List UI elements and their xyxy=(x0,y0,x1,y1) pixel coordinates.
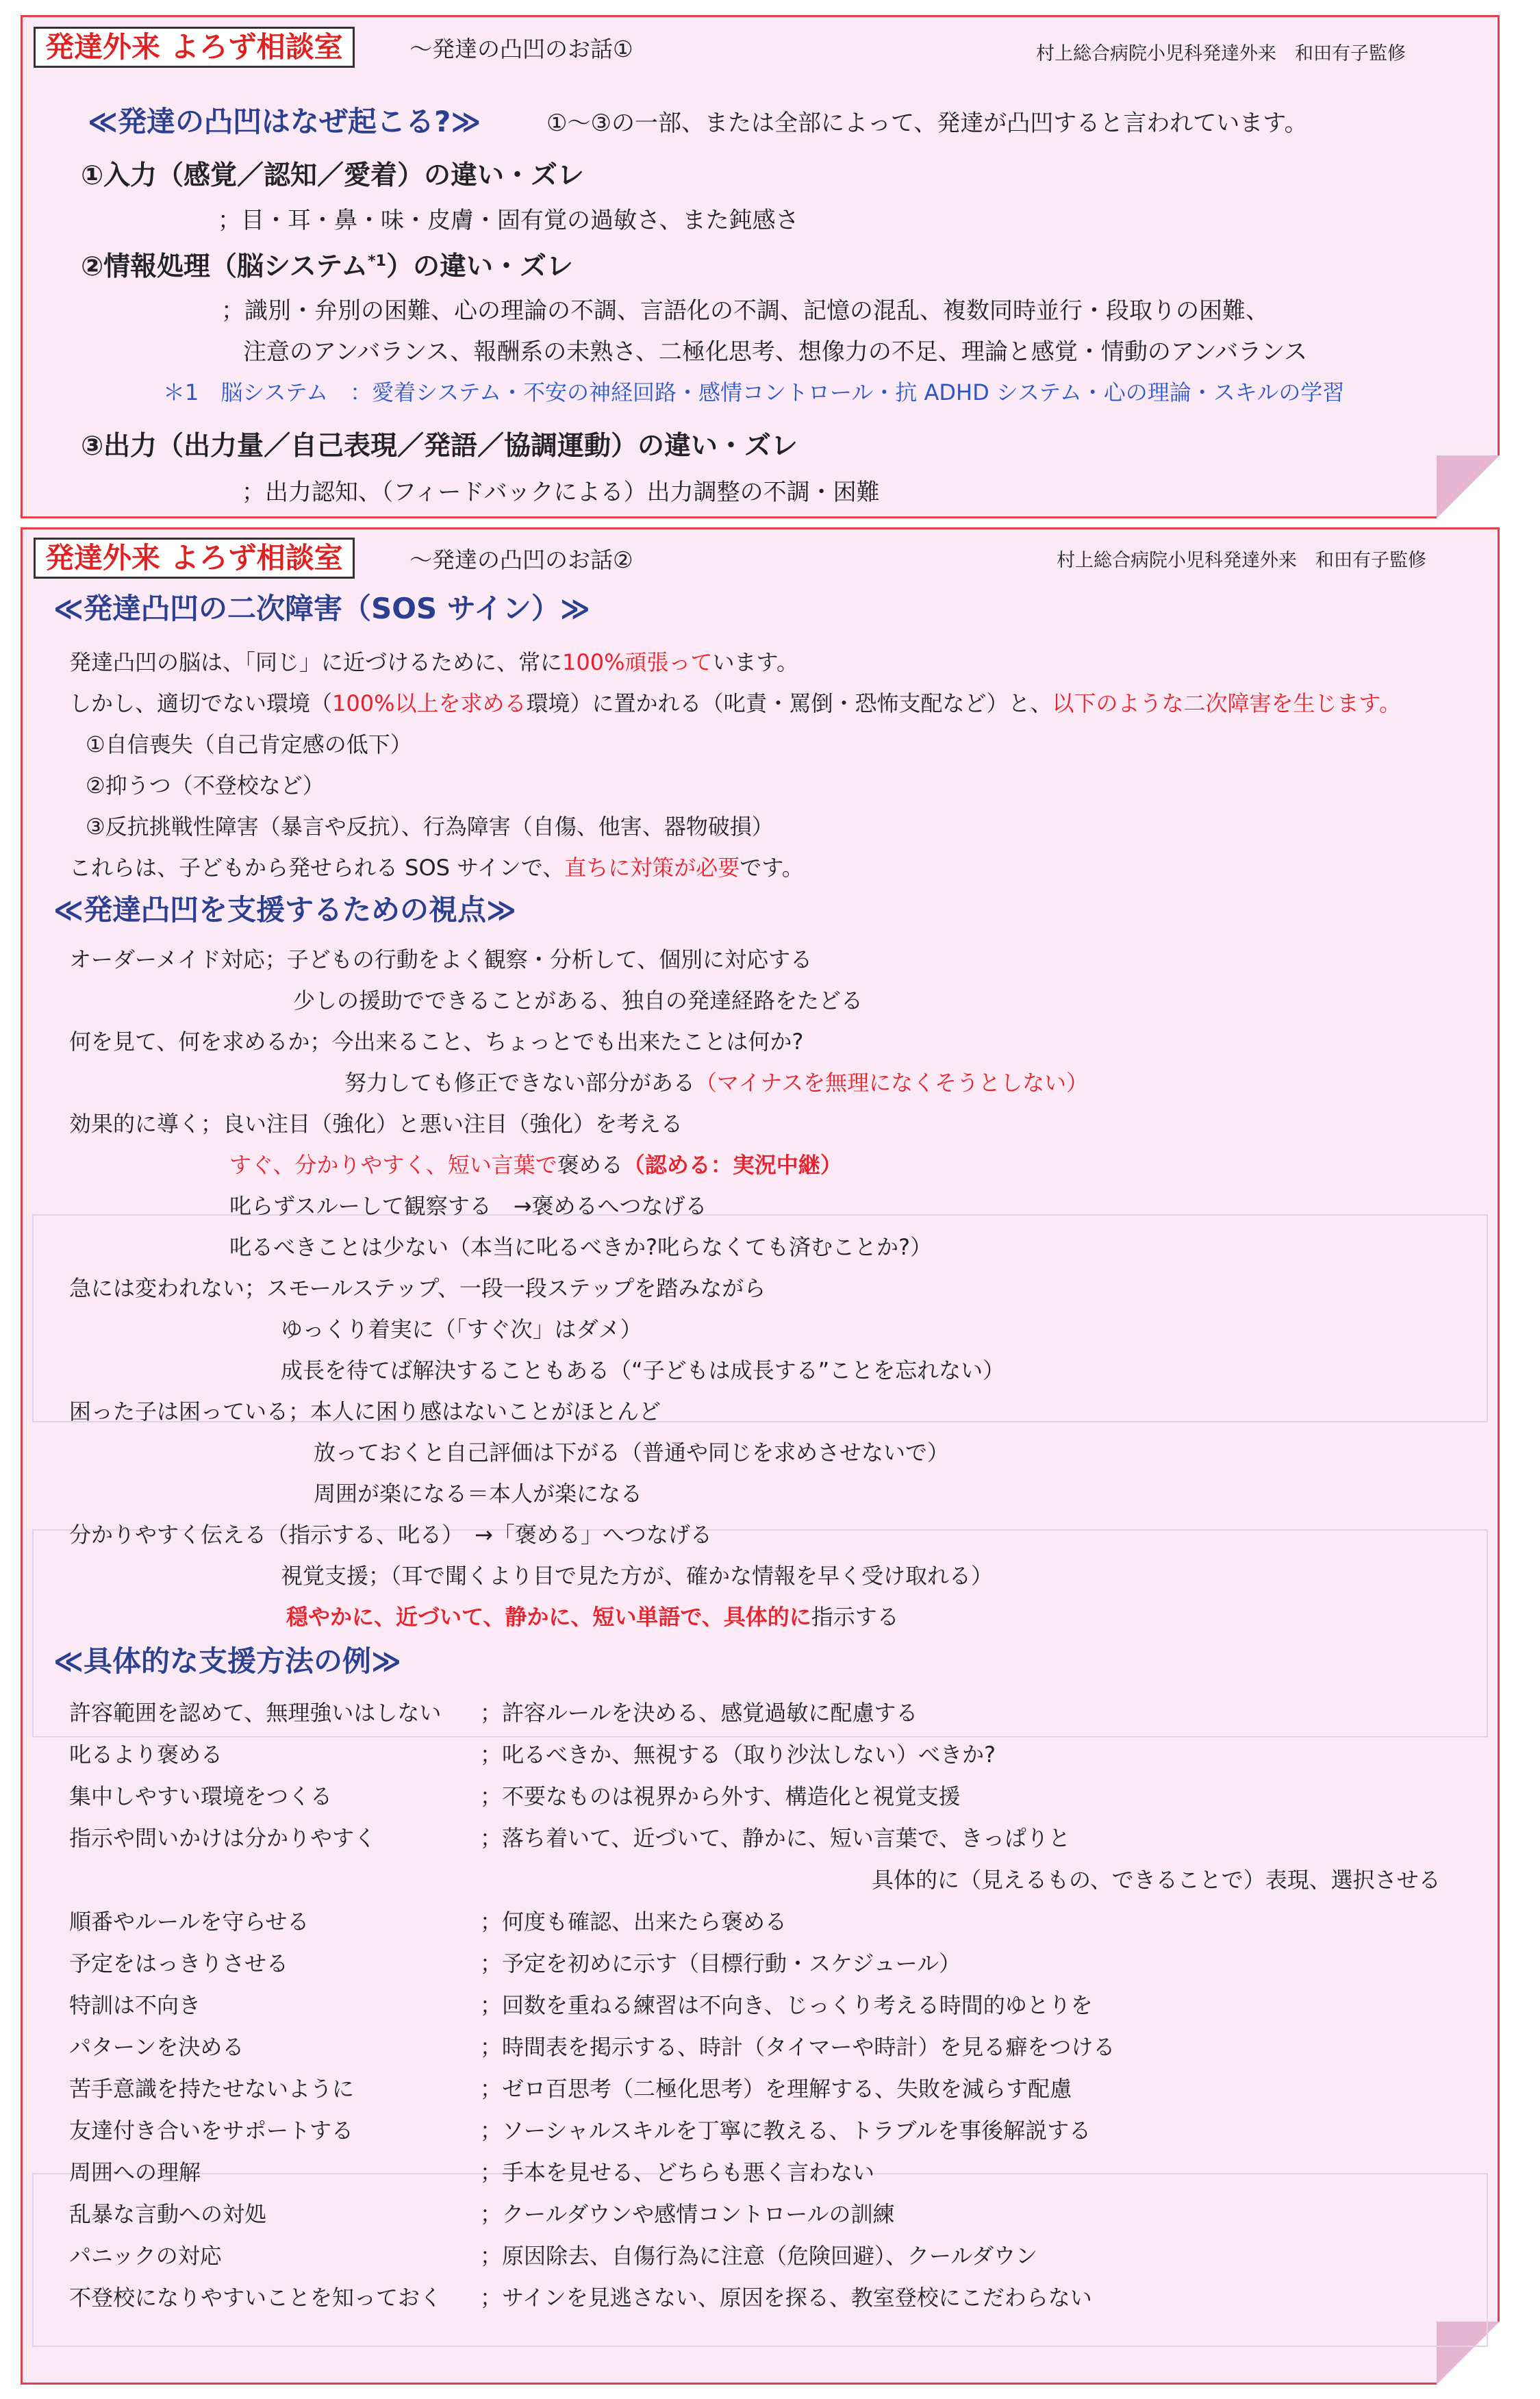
viewpoint-line: 放っておくと自己評価は下がる（普通や同じを求めさせないで） xyxy=(314,1440,950,1466)
viewpoint-line: 成長を待てば解決することもある（“子どもは成長する”ことを忘れない） xyxy=(281,1357,1005,1383)
viewpoint-highlight: （認める：実況中継） xyxy=(622,1152,842,1178)
sos-closing-highlight: 直ちに対策が必要 xyxy=(564,855,740,881)
sos-p1-highlight: 100%頑張って xyxy=(562,649,713,675)
sos-paragraph-1 xyxy=(69,651,798,673)
footnote-brain-system: ＊1 脳システム ：愛着システム・不安の神経回路・感情コントロール・抗 ADHD システム・心の理論・スキルの学習 xyxy=(163,379,1345,405)
viewpoint-line: 周囲が楽になる＝本人が楽になる xyxy=(314,1481,643,1507)
method-topic: 叱るより褒める xyxy=(69,1742,223,1768)
sos-item-1: ①自信喪失（自己肯定感の低下） xyxy=(86,731,412,757)
supervisor-credit: 村上総合病院小児科発達外来 和田有子監修 xyxy=(1036,43,1406,64)
heading-secondary-disorders: ≪発達凸凹の二次障害（SOS サイン）≫ xyxy=(53,592,590,625)
method-topic: 友達付き合いをサポートする xyxy=(69,2118,354,2144)
viewpoint-line: 叱るべきことは少ない（本当に叱るべきか?叱らなくても済むことか?） xyxy=(229,1234,932,1260)
sos-closing-end: です。 xyxy=(740,855,804,881)
viewpoint-highlight: すぐ、分かりやすく、短い言葉で xyxy=(229,1152,557,1178)
sos-item-2: ②抑うつ（不登校など） xyxy=(86,773,325,799)
item-output-title: ③出力（出力量／自己表現／発語／協調運動）の違い・ズレ xyxy=(81,431,798,462)
viewpoint-text: 指示する xyxy=(811,1604,899,1630)
method-detail: ；落ち着いて、近づいて、静かに、短い言葉で、きっぱりと xyxy=(480,1825,1071,1851)
sos-closing-text: これらは、子どもから発せられる SOS サインで、 xyxy=(69,855,565,881)
viewpoint-line: 叱らずスルーして観察する →褒めるへつなげる xyxy=(229,1193,707,1219)
sos-p2-highlight: 100%以上を求める xyxy=(332,690,527,716)
heading-support-methods: ≪具体的な支援方法の例≫ xyxy=(53,1644,401,1678)
method-topic: パニックの対応 xyxy=(69,2243,222,2269)
sos-closing xyxy=(69,857,804,879)
viewpoint-highlight: （マイナスを無理になくそうとしない） xyxy=(695,1070,1089,1096)
method-detail: ；叱るべきか、無視する（取り沙汰しない）べきか? xyxy=(480,1742,996,1768)
viewpoint-line: ゆっくり着実に（「すぐ次」はダメ） xyxy=(281,1316,642,1342)
method-topic: 許容範囲を認めて、無理強いはしない xyxy=(69,1700,442,1726)
sos-p1-text: 発達凸凹の脳は、「同じ」に近づけるために、常に xyxy=(69,649,563,675)
method-detail: ；ソーシャルスキルを丁寧に教える、トラブルを事後解説する xyxy=(480,2118,1091,2144)
item-input-desc: ；目・耳・鼻・味・皮膚・固有覚の過敏さ、また鈍感さ xyxy=(218,207,799,234)
method-detail: ；クールダウンや感情コントロールの訓練 xyxy=(480,2201,895,2227)
item-processing-desc-2: 注意のアンバランス、報酬系の未熟さ、二極化思考、想像力の不足、理論と感覚・情動のアンバランス xyxy=(243,338,1308,366)
item-processing-desc-1: ；識別・弁別の困難、心の理論の不調、言語化の不調、記憶の混乱、複数同時並行・段取りの困難、 xyxy=(221,297,1269,325)
viewpoint-line: 急には変われない；スモールステップ、一段一段ステップを踏みながら xyxy=(69,1275,766,1301)
method-topic: 乱暴な言動への対処 xyxy=(69,2201,267,2227)
sos-item-3: ③反抗挑戦性障害（暴言や反抗）、行為障害（自傷、他害、器物破損） xyxy=(86,814,774,840)
item-processing-title-a: ②情報処理（脳システム xyxy=(81,251,368,282)
supervisor-credit: 村上総合病院小児科発達外来 和田有子監修 xyxy=(1057,550,1426,571)
heading-support-viewpoints: ≪発達凸凹を支援するための視点≫ xyxy=(53,893,516,927)
method-detail: ；回数を重ねる練習は不向き、じっくり考える時間的ゆとりを xyxy=(480,1992,1093,2018)
viewpoint-line: 何を見て、何を求めるか；今出来ること、ちょっとでも出来たことは何か? xyxy=(69,1029,804,1055)
method-topic: 特訓は不向き xyxy=(69,1992,201,2018)
item-input-title: ①入力（感覚／認知／愛着）の違い・ズレ xyxy=(81,160,585,191)
viewpoint-line: 少しの援助でできることがある、独自の発達経路をたどる xyxy=(293,988,863,1014)
viewpoint-line: 分かりやすく伝える（指示する、叱る） →「褒める」へつなげる xyxy=(69,1522,712,1548)
method-detail: ；サインを見逃さない、原因を探る、教室登校にこだわらない xyxy=(480,2285,1092,2311)
method-detail: ；許容ルールを決める、感覚過敏に配慮する xyxy=(480,1700,918,1726)
sos-p2-text: しかし、適切でない環境（ xyxy=(69,690,333,716)
item-processing-title xyxy=(81,253,573,280)
sos-p1-text-end: います。 xyxy=(712,649,798,675)
viewpoint-line xyxy=(229,1154,842,1176)
viewpoint-line xyxy=(344,1072,1088,1094)
section-subtitle: ～発達の凸凹のお話① xyxy=(409,36,633,62)
method-detail: ；ゼロ百思考（二極化思考）を理解する、失敗を減らす配慮 xyxy=(480,2076,1072,2102)
method-topic: 指示や問いかけは分かりやすく xyxy=(69,1825,377,1851)
viewpoint-highlight: 穏やかに、近づいて、静かに、短い単語で、具体的に xyxy=(286,1604,811,1630)
method-topic: 順番やルールを守らせる xyxy=(69,1909,310,1935)
sos-p2-highlight-end: 以下のような二次障害を生じます。 xyxy=(1052,690,1401,716)
section-tag: 発達外来 よろず相談室 xyxy=(34,538,355,579)
footnote-ref: *1 xyxy=(368,253,386,270)
page-fold-corner xyxy=(1437,455,1500,518)
item-output-desc: ；出力認知、（フィードバックによる）出力調整の不調・困難 xyxy=(242,479,880,506)
method-detail-continued: 具体的に（見えるもの、できることで）表現、選択させる xyxy=(872,1867,1441,1893)
viewpoint-text: 努力しても修正できない部分がある xyxy=(344,1070,696,1096)
viewpoint-text: 褒める xyxy=(557,1152,623,1178)
sos-paragraph-2 xyxy=(69,692,1401,714)
heading-note: ①～③の一部、または全部によって、発達が凸凹すると言われています。 xyxy=(546,110,1308,137)
viewpoint-line: 視覚支援；（耳で聞くより目で見た方が、確かな情報を早く受け取れる） xyxy=(281,1563,994,1589)
method-topic: 不登校になりやすいことを知っておく xyxy=(69,2285,442,2311)
panel-developmental-unevenness-2 xyxy=(21,527,1500,2385)
heading-why-unevenness: ≪発達の凸凹はなぜ起こる?≫ xyxy=(88,105,481,138)
method-topic: 周囲への理解 xyxy=(69,2159,201,2185)
panel-developmental-unevenness-1 xyxy=(21,15,1500,518)
method-detail: ；原因除去、自傷行為に注意（危険回避）、クールダウン xyxy=(480,2243,1038,2269)
viewpoint-line xyxy=(286,1606,899,1628)
viewpoint-line: 困った子は困っている；本人に困り感はないことがほとんど xyxy=(69,1398,661,1424)
viewpoint-line: 効果的に導く；良い注目（強化）と悪い注目（強化）を考える xyxy=(69,1111,683,1137)
viewpoint-line: オーダーメイド対応；子どもの行動をよく観察・分析して、個別に対応する xyxy=(69,946,813,972)
method-detail: ；何度も確認、出来たら褒める xyxy=(480,1909,787,1935)
sos-p2-text-mid: 環境）に置かれる（叱責・罵倒・恐怖支配など）と、 xyxy=(526,690,1052,716)
method-topic: パターンを決める xyxy=(69,2034,244,2060)
method-topic: 集中しやすい環境をつくる xyxy=(69,1783,333,1809)
item-processing-title-b: ）の違い・ズレ xyxy=(386,251,573,282)
section-tag: 発達外来 よろず相談室 xyxy=(34,27,355,68)
section-subtitle: ～発達の凸凹のお話② xyxy=(409,547,633,573)
method-detail: ；不要なものは視界から外す、構造化と視覚支援 xyxy=(480,1783,961,1809)
method-detail: ；手本を見せる、どちらも悪く言わない xyxy=(480,2159,875,2185)
method-topic: 予定をはっきりさせる xyxy=(69,1950,289,1976)
method-detail: ；時間表を掲示する、時計（タイマーや時計）を見る癖をつける xyxy=(480,2034,1115,2060)
method-detail: ；予定を初めに示す（目標行動・スケジュール） xyxy=(480,1950,961,1976)
method-topic: 苦手意識を持たせないように xyxy=(69,2076,355,2102)
